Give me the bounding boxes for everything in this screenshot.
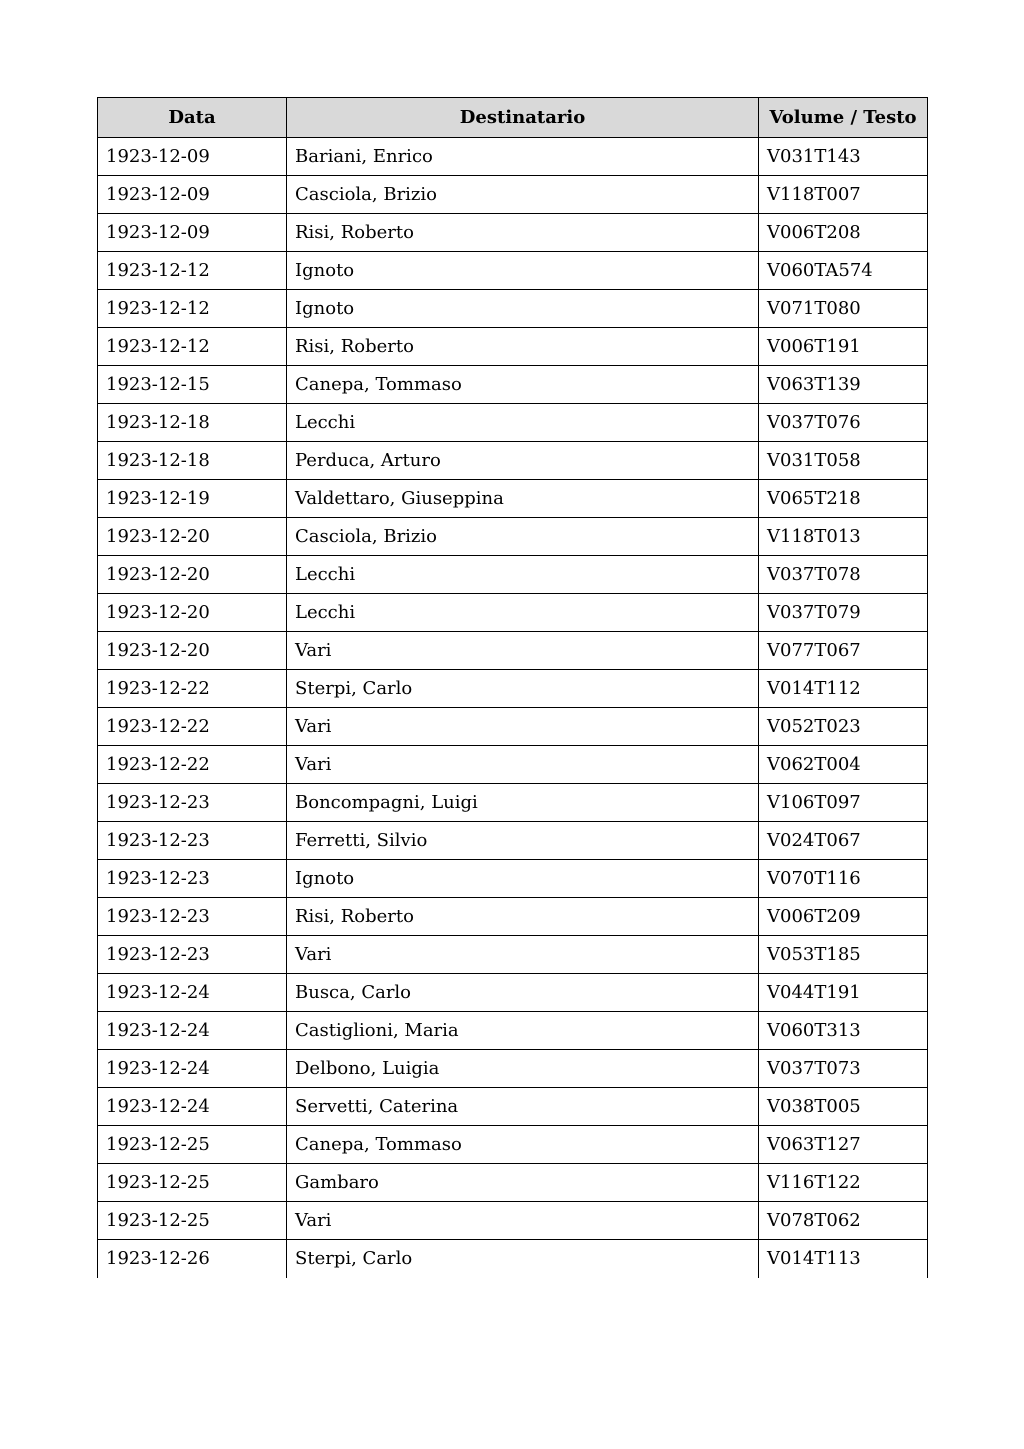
- cell-recipient: Delbono, Luigia: [287, 1050, 759, 1088]
- cell-volume: V014T113: [759, 1240, 928, 1278]
- header-recipient: Destinatario: [287, 98, 759, 138]
- cell-volume: V014T112: [759, 670, 928, 708]
- cell-date: 1923-12-20: [98, 632, 287, 670]
- cell-date: 1923-12-12: [98, 252, 287, 290]
- header-row: [98, 98, 928, 138]
- cell-volume: V037T076: [759, 404, 928, 442]
- cell-recipient: Perduca, Arturo: [287, 442, 759, 480]
- cell-date: 1923-12-23: [98, 822, 287, 860]
- table-row: [98, 1126, 928, 1164]
- cell-recipient: Lecchi: [287, 556, 759, 594]
- table-row: [98, 860, 928, 898]
- cell-volume: V078T062: [759, 1202, 928, 1240]
- cell-recipient: Ignoto: [287, 290, 759, 328]
- cell-recipient: Sterpi, Carlo: [287, 670, 759, 708]
- table-row: [98, 708, 928, 746]
- cell-volume: V038T005: [759, 1088, 928, 1126]
- cell-volume: V031T143: [759, 138, 928, 176]
- cell-date: 1923-12-18: [98, 442, 287, 480]
- cell-volume: V053T185: [759, 936, 928, 974]
- cell-volume: V052T023: [759, 708, 928, 746]
- cell-recipient: Vari: [287, 746, 759, 784]
- cell-volume: V063T127: [759, 1126, 928, 1164]
- cell-volume: V071T080: [759, 290, 928, 328]
- cell-date: 1923-12-24: [98, 1088, 287, 1126]
- cell-recipient: Busca, Carlo: [287, 974, 759, 1012]
- cell-date: 1923-12-23: [98, 898, 287, 936]
- table-header: [98, 98, 928, 138]
- cell-volume: V060T313: [759, 1012, 928, 1050]
- cell-recipient: Canepa, Tommaso: [287, 1126, 759, 1164]
- cell-date: 1923-12-25: [98, 1202, 287, 1240]
- cell-date: 1923-12-20: [98, 594, 287, 632]
- cell-date: 1923-12-22: [98, 670, 287, 708]
- cell-date: 1923-12-09: [98, 176, 287, 214]
- cell-volume: V006T209: [759, 898, 928, 936]
- cell-recipient: Casciola, Brizio: [287, 176, 759, 214]
- cell-volume: V063T139: [759, 366, 928, 404]
- table-body: [98, 138, 928, 1278]
- table-row: [98, 974, 928, 1012]
- cell-date: 1923-12-23: [98, 860, 287, 898]
- table-row: [98, 784, 928, 822]
- cell-date: 1923-12-25: [98, 1126, 287, 1164]
- table-row: [98, 518, 928, 556]
- table-row: [98, 1202, 928, 1240]
- cell-date: 1923-12-22: [98, 746, 287, 784]
- table-row: [98, 176, 928, 214]
- cell-date: 1923-12-12: [98, 290, 287, 328]
- cell-volume: V065T218: [759, 480, 928, 518]
- cell-volume: V060TA574: [759, 252, 928, 290]
- cell-recipient: Servetti, Caterina: [287, 1088, 759, 1126]
- cell-recipient: Casciola, Brizio: [287, 518, 759, 556]
- cell-volume: V024T067: [759, 822, 928, 860]
- cell-date: 1923-12-20: [98, 518, 287, 556]
- cell-volume: V077T067: [759, 632, 928, 670]
- cell-date: 1923-12-23: [98, 936, 287, 974]
- cell-date: 1923-12-24: [98, 974, 287, 1012]
- cell-date: 1923-12-15: [98, 366, 287, 404]
- table-row: [98, 1164, 928, 1202]
- table-row: [98, 138, 928, 176]
- cell-volume: V044T191: [759, 974, 928, 1012]
- cell-recipient: Risi, Roberto: [287, 214, 759, 252]
- cell-volume: V037T073: [759, 1050, 928, 1088]
- cell-volume: V116T122: [759, 1164, 928, 1202]
- letters-table: [97, 97, 928, 1278]
- cell-volume: V006T208: [759, 214, 928, 252]
- table-row: [98, 290, 928, 328]
- cell-date: 1923-12-18: [98, 404, 287, 442]
- cell-recipient: Lecchi: [287, 594, 759, 632]
- cell-recipient: Gambaro: [287, 1164, 759, 1202]
- cell-volume: V118T007: [759, 176, 928, 214]
- table-row: [98, 1012, 928, 1050]
- cell-recipient: Ferretti, Silvio: [287, 822, 759, 860]
- cell-date: 1923-12-26: [98, 1240, 287, 1278]
- cell-date: 1923-12-24: [98, 1050, 287, 1088]
- table-row: [98, 632, 928, 670]
- table-row: [98, 480, 928, 518]
- table-row: [98, 404, 928, 442]
- cell-recipient: Valdettaro, Giuseppina: [287, 480, 759, 518]
- table-row: [98, 936, 928, 974]
- cell-date: 1923-12-22: [98, 708, 287, 746]
- cell-recipient: Canepa, Tommaso: [287, 366, 759, 404]
- table-row: [98, 1088, 928, 1126]
- cell-volume: V118T013: [759, 518, 928, 556]
- cell-date: 1923-12-25: [98, 1164, 287, 1202]
- table-row: [98, 252, 928, 290]
- cell-date: 1923-12-19: [98, 480, 287, 518]
- table-row: [98, 1240, 928, 1278]
- cell-volume: V031T058: [759, 442, 928, 480]
- cell-volume: V106T097: [759, 784, 928, 822]
- cell-recipient: Boncompagni, Luigi: [287, 784, 759, 822]
- cell-recipient: Ignoto: [287, 252, 759, 290]
- cell-recipient: Vari: [287, 936, 759, 974]
- table-row: [98, 328, 928, 366]
- cell-recipient: Ignoto: [287, 860, 759, 898]
- cell-date: 1923-12-09: [98, 214, 287, 252]
- cell-recipient: Castiglioni, Maria: [287, 1012, 759, 1050]
- cell-recipient: Vari: [287, 708, 759, 746]
- cell-recipient: Lecchi: [287, 404, 759, 442]
- cell-recipient: Sterpi, Carlo: [287, 1240, 759, 1278]
- table-row: [98, 442, 928, 480]
- table-row: [98, 366, 928, 404]
- cell-volume: V037T079: [759, 594, 928, 632]
- cell-recipient: Vari: [287, 1202, 759, 1240]
- document-page: [97, 97, 927, 1278]
- table-row: [98, 670, 928, 708]
- cell-recipient: Bariani, Enrico: [287, 138, 759, 176]
- cell-recipient: Vari: [287, 632, 759, 670]
- table-row: [98, 1050, 928, 1088]
- table-row: [98, 594, 928, 632]
- cell-volume: V006T191: [759, 328, 928, 366]
- cell-recipient: Risi, Roberto: [287, 898, 759, 936]
- cell-date: 1923-12-20: [98, 556, 287, 594]
- cell-date: 1923-12-23: [98, 784, 287, 822]
- cell-recipient: Risi, Roberto: [287, 328, 759, 366]
- table-row: [98, 898, 928, 936]
- header-volume: Volume / Testo: [759, 98, 928, 138]
- table-row: [98, 214, 928, 252]
- header-date: Data: [98, 98, 287, 138]
- table-row: [98, 556, 928, 594]
- cell-volume: V037T078: [759, 556, 928, 594]
- table-row: [98, 822, 928, 860]
- cell-date: 1923-12-12: [98, 328, 287, 366]
- cell-volume: V062T004: [759, 746, 928, 784]
- cell-date: 1923-12-09: [98, 138, 287, 176]
- cell-volume: V070T116: [759, 860, 928, 898]
- table-row: [98, 746, 928, 784]
- cell-date: 1923-12-24: [98, 1012, 287, 1050]
